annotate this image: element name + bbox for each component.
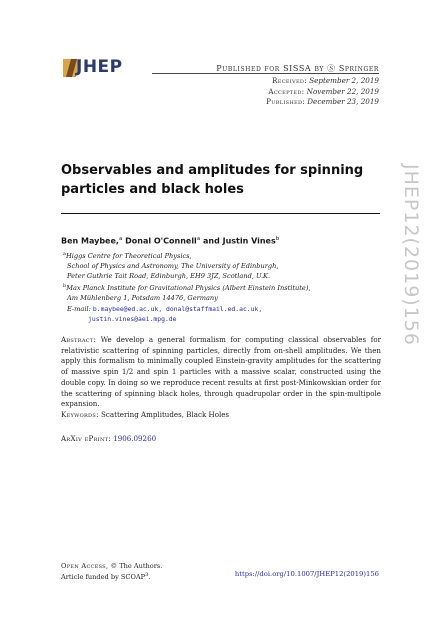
abstract-text: We develop a general formalism for computing classical observables for relativistic scattering of spinning particles, directly from on-shell amplitudes. We then apply this formalism to minimally coupled Einstein-gravity amplitudes for the scattering of massive spin 1/2 and spin 1 particles with a massive scalar, constructed using the double copy. In doing so we reproduce recent results at first post-Minkowskian order for the scattering of spinning black holes, through quadrupolar order in the spin-multipole expansion. [61, 335, 381, 409]
publication-dates [266, 76, 379, 108]
side-journal-id: JHEP12(2019)156 [400, 164, 422, 346]
email-link[interactable]: justin.vines@aei.mpg.de [88, 314, 177, 323]
open-access-label: Open Access, [61, 562, 109, 570]
arxiv-label: ArXiv ePrint: [61, 434, 111, 443]
author-name: Donal O'Connell [125, 236, 197, 246]
abstract [61, 335, 381, 410]
title-rule [61, 213, 380, 214]
arxiv-eprint [61, 434, 156, 443]
email-link[interactable]: b.maybee@ed.ac.uk, donal@staffmail.ed.ac.uk, [92, 304, 263, 313]
springer-icon: Ⓢ [327, 64, 336, 73]
published-by-label: Published for SISSA by [216, 64, 324, 73]
affiliation-a: $^a$Higgs Centre for Theoretical Physics, School of Physics and Astronomy, The University of Edinburgh, Peter Guthrie Tait Road, Edinburgh, EH9 3JZ, Scotland, U.K. [63, 251, 279, 280]
doi-link[interactable]: https://doi.org/10.1007/JHEP12(2019)156 [234, 570, 379, 578]
keywords-label: Keywords: [61, 410, 99, 419]
keywords [61, 410, 229, 419]
author-name: Ben Maybee, [61, 236, 119, 246]
keywords-text: Scattering Amplitudes, Black Holes [101, 410, 230, 419]
header-rule [152, 73, 379, 74]
date-accepted: Accepted: November 22, 2019 [268, 86, 379, 96]
date-received: Received: September 2, 2019 [272, 76, 379, 85]
copyright-text: © The Authors. [110, 562, 163, 570]
affiliations [63, 250, 383, 324]
email-row [63, 305, 383, 315]
paper-title: Observables and amplitudes for spinning particles and black holes [61, 163, 364, 197]
logo-text: JHEP [76, 57, 123, 77]
author-mark: a [118, 236, 123, 242]
author-mark: b [275, 236, 280, 242]
date-published: Published: December 23, 2019 [266, 97, 379, 106]
funding-text: Article funded by SCOAP [61, 573, 146, 582]
author-list [61, 236, 279, 246]
abstract-label: Abstract: [61, 335, 97, 344]
email-row-2 [63, 315, 383, 325]
affiliation-b: $^b$Max Planck Institute for Gravitational Physics (Albert Einstein Institute), Am Mühlenberg 1, Potsdam 14476, Germany [63, 283, 311, 303]
publisher-name: Springer [338, 64, 379, 73]
email-label: E-mail: [67, 304, 91, 313]
author-mark: a [196, 236, 201, 242]
author-name: and Justin Vines [202, 236, 276, 246]
footer-license: Open Access, © The Authors. Article funded by SCOAP$^3$. [61, 562, 163, 582]
arxiv-link[interactable]: 1906.09260 [113, 434, 157, 443]
